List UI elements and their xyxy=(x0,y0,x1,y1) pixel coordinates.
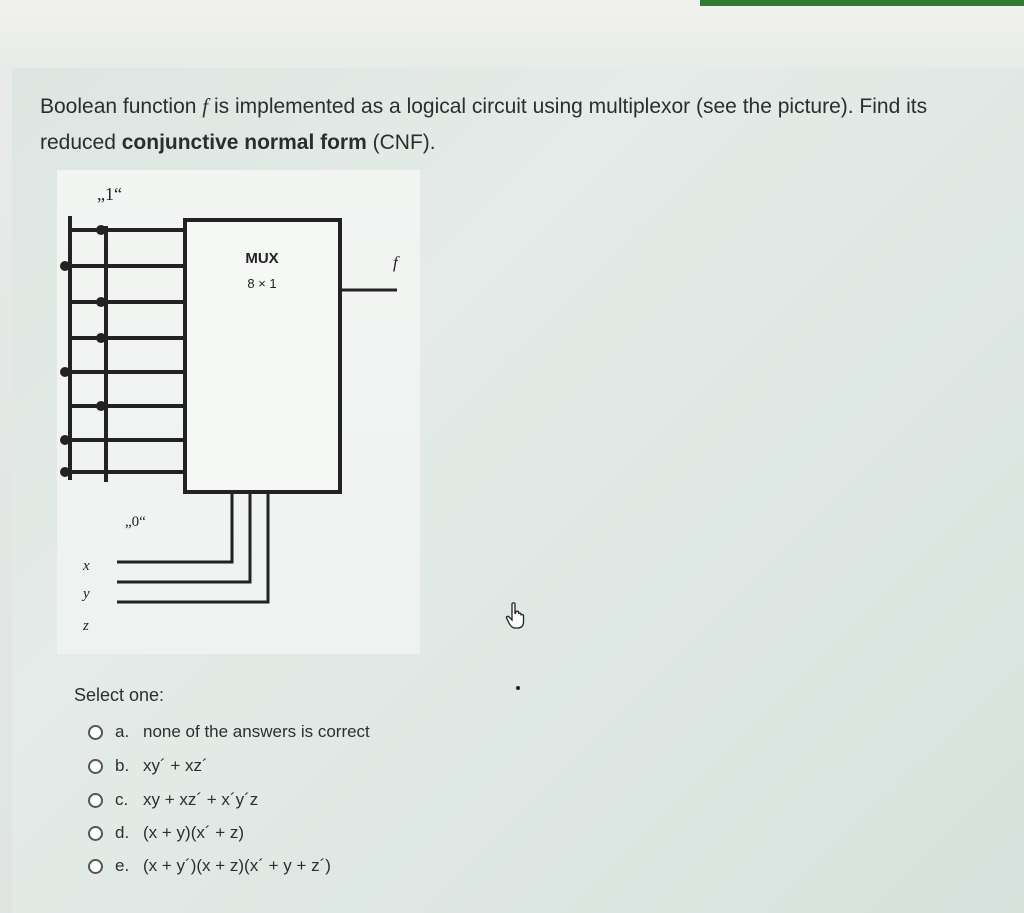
select-lines xyxy=(117,492,268,602)
mux-label: MUX xyxy=(245,250,279,267)
radio-unchecked-icon[interactable] xyxy=(88,859,103,874)
radio-unchecked-icon[interactable] xyxy=(88,826,103,841)
option-text[interactable]: (x + y)(x´ + z) xyxy=(143,823,245,842)
question-bold-term: conjunctive normal form xyxy=(121,131,367,154)
browser-top-area xyxy=(0,0,1024,70)
input-x-label: x xyxy=(83,558,90,574)
option-text[interactable]: xy + xz´ + x´y´z xyxy=(143,790,259,809)
option-letter: c. xyxy=(115,790,129,809)
hand-pointer-icon xyxy=(504,602,528,630)
option-text[interactable]: xy´ + xz´ xyxy=(143,756,208,775)
option-e[interactable] xyxy=(88,853,331,879)
radio-unchecked-icon[interactable] xyxy=(88,793,103,808)
option-letter: e. xyxy=(115,856,130,875)
question-text-end: (CNF). xyxy=(366,131,436,154)
option-text[interactable]: none of the answers is correct xyxy=(143,722,370,741)
question-text-part: is implemented as a logical circuit using multiplexor (see the picture). Find its reduced xyxy=(40,95,928,154)
progress-accent-bar xyxy=(700,0,1024,6)
input-z-label: z xyxy=(83,618,89,634)
option-a[interactable] xyxy=(88,719,370,745)
mux-circuit-figure xyxy=(57,170,420,654)
one-label: „1“ xyxy=(97,184,122,204)
option-letter: b. xyxy=(115,756,130,775)
option-b[interactable] xyxy=(88,753,208,779)
radio-unchecked-icon[interactable] xyxy=(88,725,103,740)
mux-diagram xyxy=(57,170,420,654)
option-d[interactable] xyxy=(88,820,244,846)
function-symbol: f xyxy=(202,94,209,118)
option-c[interactable] xyxy=(88,787,258,813)
mux-input-lines xyxy=(70,230,185,472)
option-text[interactable]: (x + y´)(x + z)(x´ + y + z´) xyxy=(143,856,331,875)
output-label: f xyxy=(393,253,398,272)
radio-unchecked-icon[interactable] xyxy=(88,759,103,774)
select-one-label: Select one: xyxy=(74,685,165,705)
option-letter: a. xyxy=(115,722,130,741)
question-text-part: Boolean function xyxy=(40,95,203,118)
mux-size-label: 8 × 1 xyxy=(247,276,277,291)
question-text xyxy=(40,88,1000,161)
zero-label: „0“ xyxy=(125,514,146,530)
screen-speck xyxy=(516,686,520,690)
option-letter: d. xyxy=(115,823,130,842)
input-y-label: y xyxy=(83,586,90,602)
